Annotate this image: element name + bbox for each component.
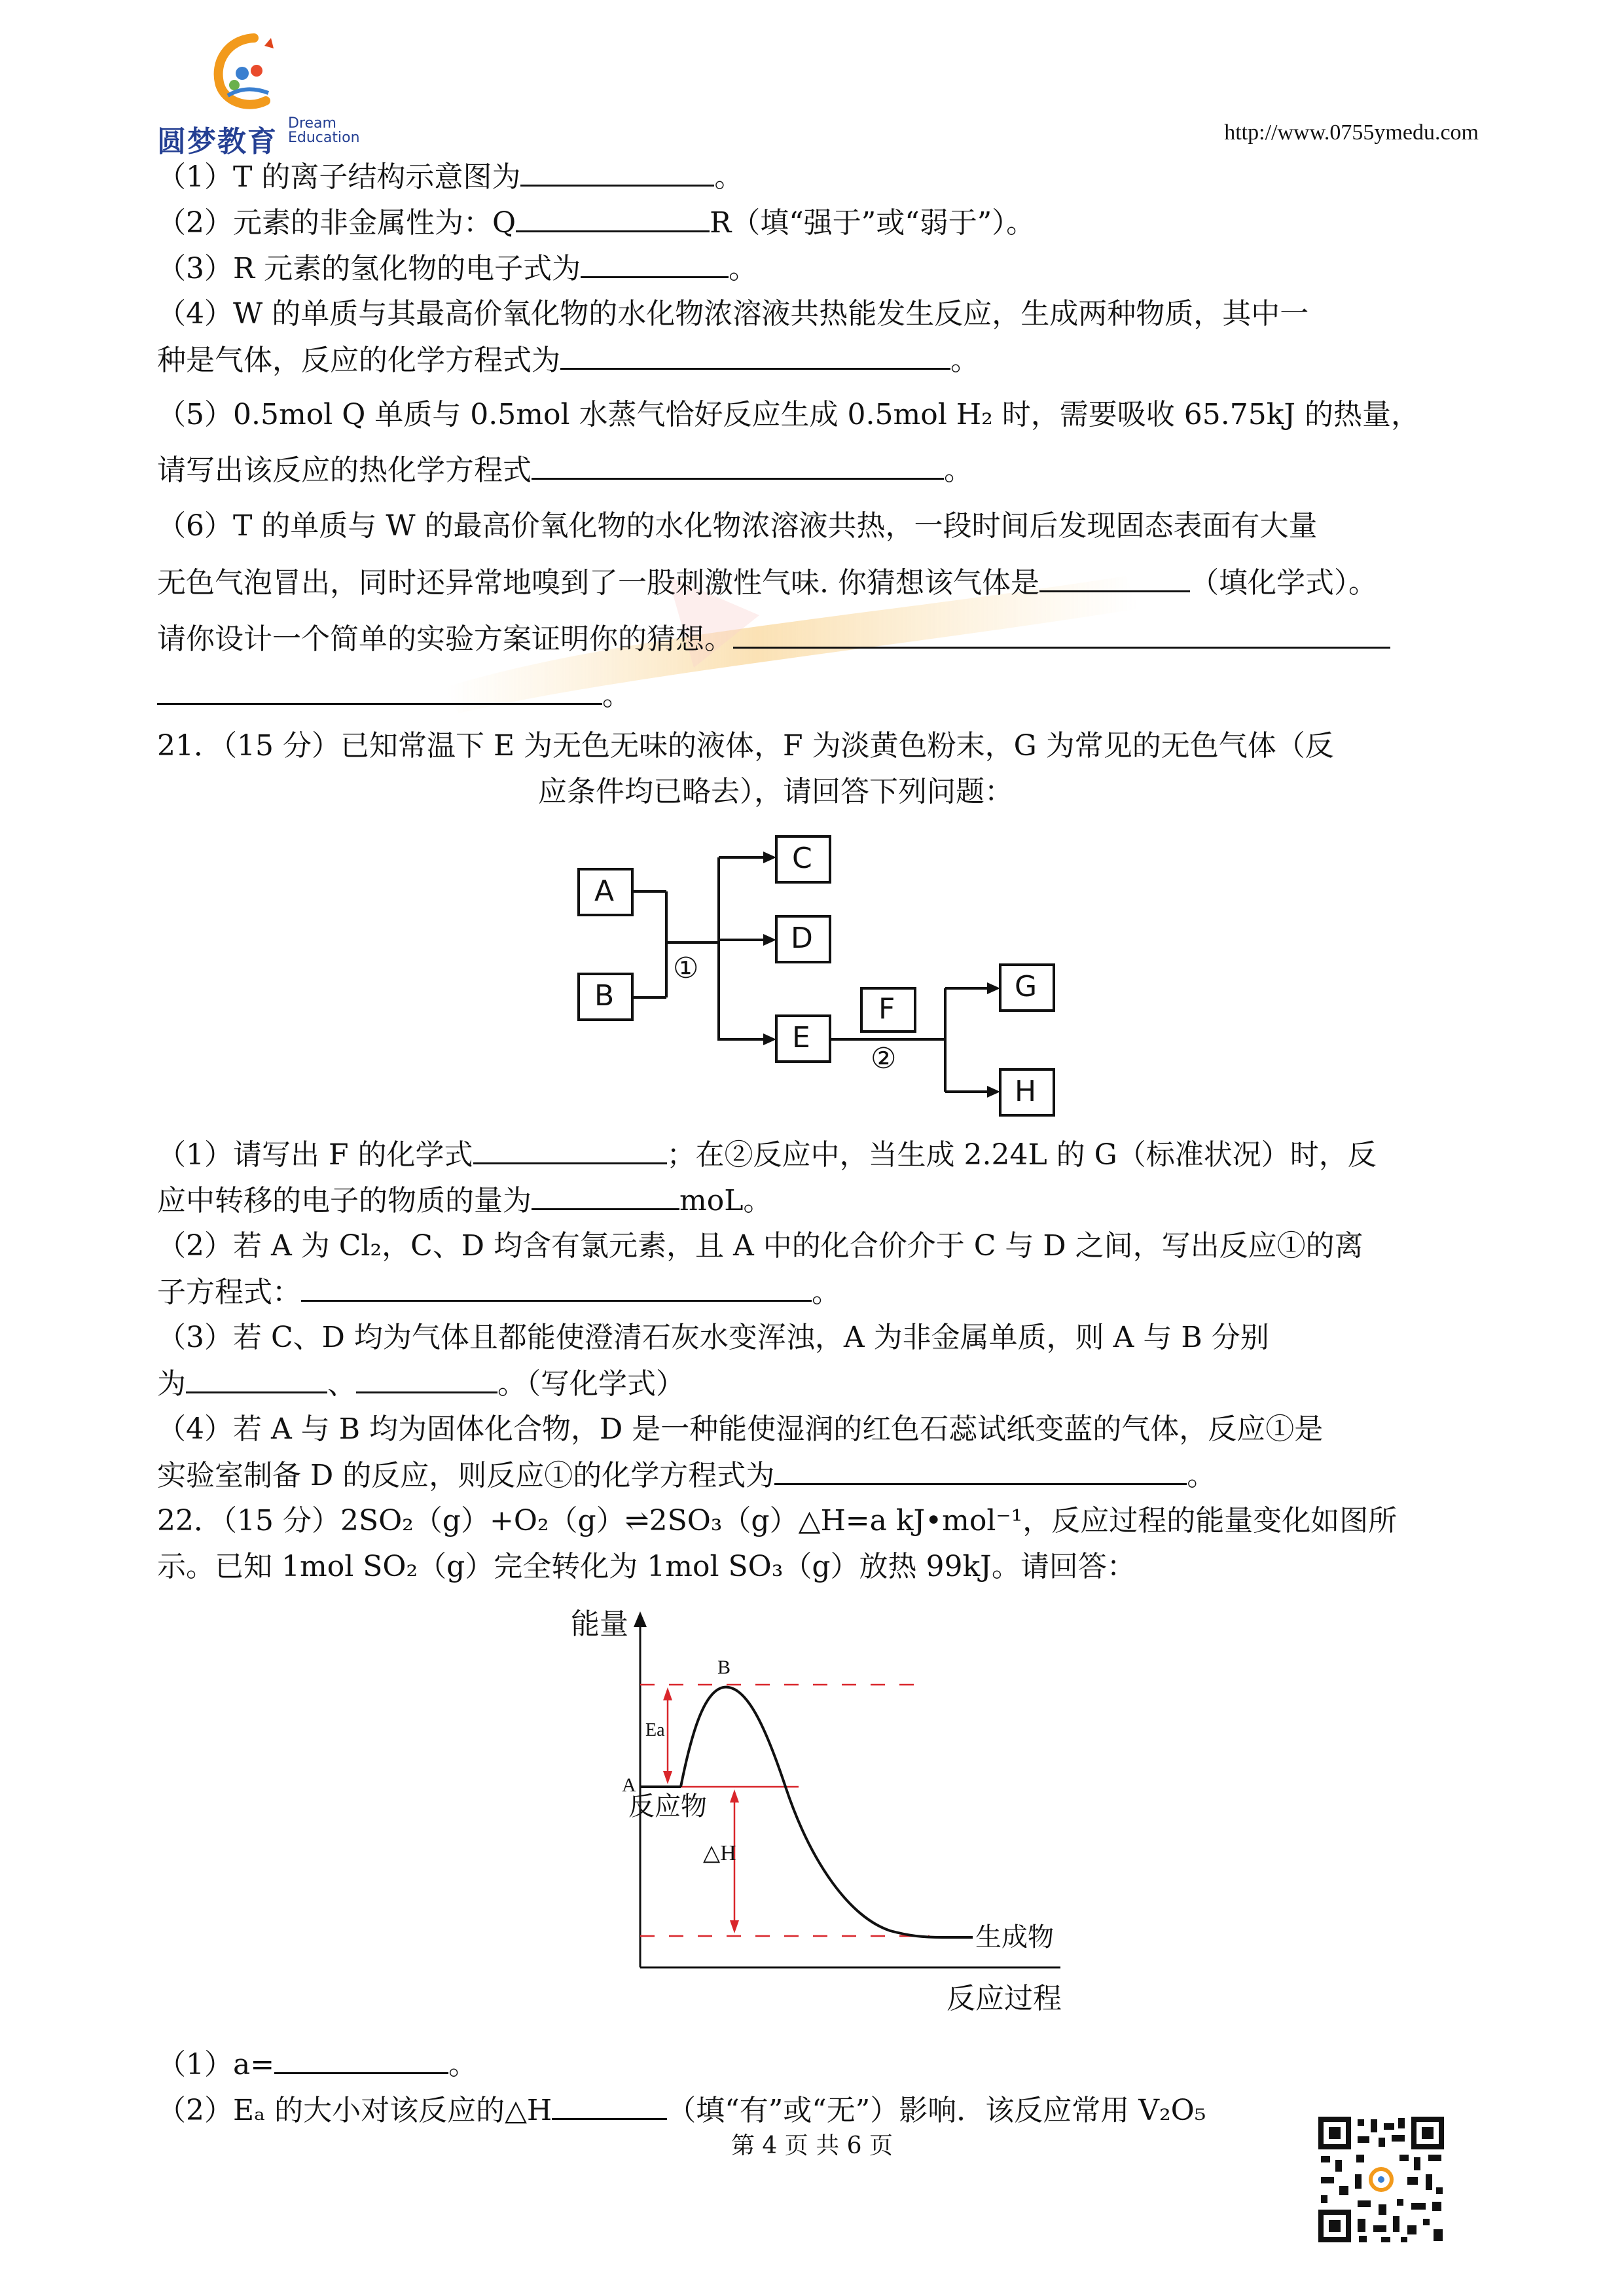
- answer-blank[interactable]: [516, 204, 710, 232]
- answer-blank[interactable]: [520, 158, 714, 187]
- answer-blank[interactable]: [473, 1136, 667, 1164]
- energy-peak-label: B: [717, 1657, 731, 1678]
- energy-dh-label: △H: [703, 1841, 736, 1865]
- answer-blank[interactable]: [356, 1365, 497, 1393]
- q20-part6-plan-cont: 。: [157, 677, 631, 714]
- flow-label-e: E: [792, 1021, 810, 1054]
- answer-blank[interactable]: [532, 452, 944, 480]
- q21-part3-cont: 为 、 。（写化学式）: [157, 1365, 685, 1403]
- q20-part6: （6）T 的单质与 W 的最高价氧化物的水化物浓溶液共热，一段时间后发现固态表面有大量: [157, 509, 1318, 543]
- flow-step-1: ①: [673, 952, 699, 985]
- q21-part2-cont: 子方程式： 。: [157, 1274, 840, 1311]
- answer-blank[interactable]: [774, 1457, 1187, 1485]
- q20-part1: （1）T 的离子结构示意图为 。: [157, 158, 743, 196]
- q22-part2: （2）Eₐ 的大小对该反应的△H （填“有”或“无”）影响．该反应常用 V₂O₅: [157, 2092, 1206, 2129]
- q21-part2: （2）若 A 为 Cl₂，C、D 均含有氯元素，且 A 中的化合价介于 C 与 D 之间，写出反应①的离: [157, 1229, 1363, 1263]
- page-footer: 第 4 页 共 6 页: [731, 2132, 893, 2159]
- q22-stem: 22．（15 分）2SO₂（g）+O₂（g）⇌2SO₃（g）△H=a kJ•mol⁻¹，反应过程的能量变化如图所: [157, 1504, 1398, 1537]
- answer-blank[interactable]: [532, 1182, 679, 1210]
- header-url[interactable]: http://www.0755ymedu.com: [1224, 120, 1479, 145]
- answer-blank[interactable]: [733, 620, 1390, 649]
- q20-part4-cont: 种是气体，反应的化学方程式为 。: [157, 342, 979, 379]
- flow-label-g: G: [1015, 970, 1038, 1003]
- answer-blank[interactable]: [1039, 564, 1190, 592]
- flow-step-2: ②: [871, 1042, 897, 1075]
- q21-stem-cont: 应条件均已略去），请回答下列问题：: [538, 775, 1013, 808]
- flow-label-b: B: [594, 979, 615, 1013]
- energy-product-label: 生成物: [975, 1922, 1054, 1952]
- q21-part3: （3）若 C、D 均为气体且都能使澄清石灰水变浑浊，A 为非金属单质，则 A 与 B 分别: [157, 1321, 1269, 1354]
- logo-sub-line2: Education: [288, 130, 360, 146]
- answer-blank[interactable]: [301, 1274, 812, 1302]
- logo-subtitle: [288, 117, 360, 145]
- logo-sub-line1: Dream: [288, 115, 336, 132]
- q20-part5-cont: 请写出该反应的热化学方程式 。: [157, 452, 973, 489]
- flow-label-a: A: [594, 874, 615, 908]
- flow-label-f: F: [878, 992, 895, 1026]
- q21-stem: 21．（15 分）已知常温下 E 为无色无味的液体，F 为淡黄色粉末，G 为常见的无色气体（反: [157, 729, 1334, 762]
- q21-part1-cont: 应中转移的电子的物质的量为 moL。: [157, 1182, 772, 1219]
- q22-part1: （1）a= 。: [157, 2046, 477, 2083]
- answer-blank[interactable]: [560, 342, 950, 370]
- q21-part4: （4）若 A 与 B 均为固体化合物，D 是一种能使湿润的红色石蕊试纸变蓝的气体，反应①是: [157, 1412, 1324, 1446]
- flow-label-d: D: [791, 922, 813, 955]
- answer-blank[interactable]: [186, 1365, 327, 1393]
- energy-ea-label: Ea: [645, 1720, 665, 1740]
- q20-part5: （5）0.5mol Q 单质与 0.5mol 水蒸气恰好反应生成 0.5mol H₂ 时，需要吸收 65.75kJ 的热量，: [157, 398, 1420, 431]
- logo: [157, 26, 367, 157]
- flow-label-c: C: [792, 842, 812, 875]
- q20-part6-cont: 无色气泡冒出，同时还异常地嗅到了一股刺激性气味. 你猜想该气体是 （填化学式）。: [157, 564, 1377, 601]
- flow-label-h: H: [1015, 1075, 1037, 1108]
- q20-part3: （3）R 元素的氢化物的电子式为 。: [157, 250, 757, 287]
- qr-code-icon[interactable]: [1316, 2114, 1447, 2245]
- answer-blank[interactable]: [157, 677, 602, 705]
- energy-y-label: 能量: [571, 1607, 628, 1641]
- q21-part4-cont: 实验室制备 D 的反应，则反应①的化学方程式为 。: [157, 1457, 1216, 1494]
- q20-part4: （4）W 的单质与其最高价氧化物的水化物浓溶液共热能发生反应，生成两种物质，其中一: [157, 297, 1309, 331]
- q20-part6-plan: 请你设计一个简单的实验方案证明你的猜想。: [157, 620, 1390, 658]
- energy-reactant-label: 反应物: [628, 1791, 707, 1821]
- q20-part2: （2）元素的非金属性为：Q R（填“强于”或“弱于”）。: [157, 204, 1035, 242]
- energy-start-label: A: [622, 1774, 636, 1796]
- logo-text: 圆梦教育: [157, 125, 278, 158]
- logo-emblem-icon: [208, 33, 280, 111]
- energy-x-label: 反应过程: [947, 1982, 1062, 2015]
- q22-stem-cont: 示。已知 1mol SO₂（g）完全转化为 1mol SO₃（g）放热 99kJ。请回答：: [157, 1550, 1136, 1583]
- answer-blank[interactable]: [274, 2046, 448, 2074]
- answer-blank[interactable]: [581, 250, 729, 278]
- q21-part1: （1）请写出 F 的化学式 ；在②反应中，当生成 2.24L 的 G（标准状况）时，反: [157, 1136, 1377, 1174]
- answer-blank[interactable]: [552, 2092, 667, 2120]
